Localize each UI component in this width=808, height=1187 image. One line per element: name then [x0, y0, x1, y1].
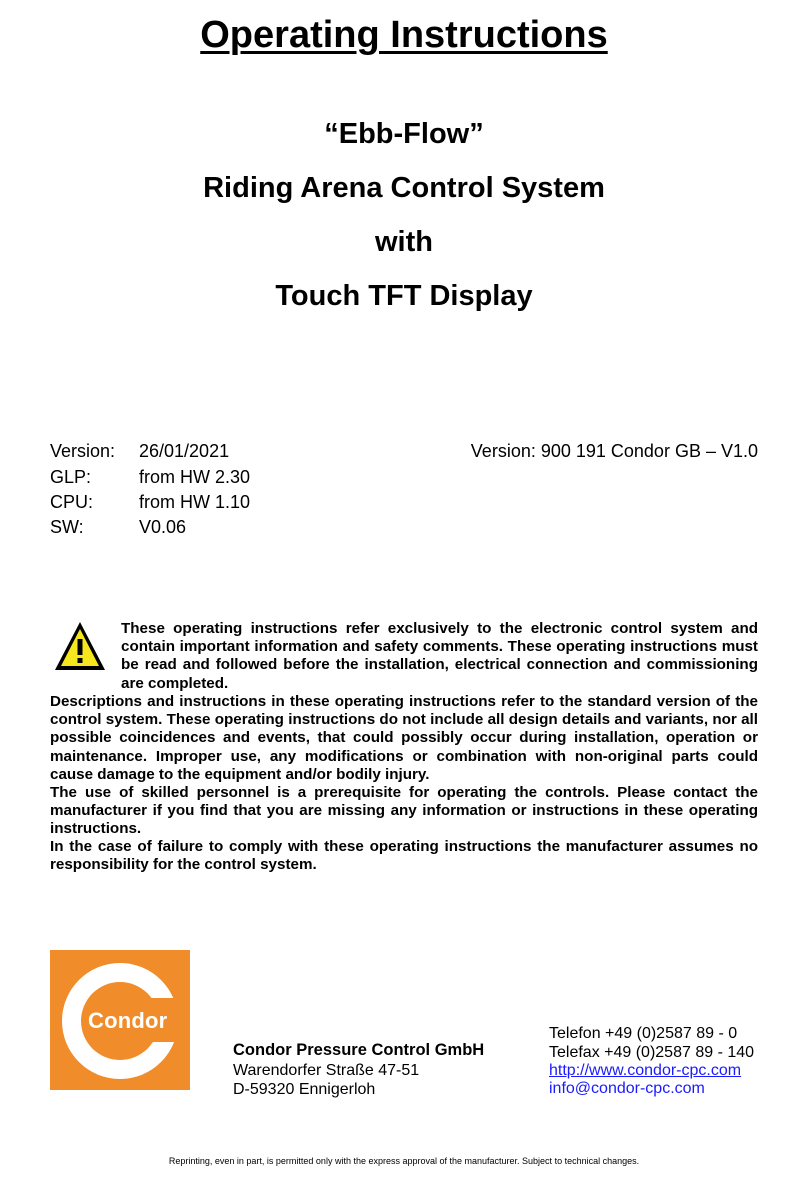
product-connector: with — [375, 226, 433, 258]
website-link[interactable]: http://www.condor-cpc.com — [549, 1062, 742, 1079]
company-name: Condor Pressure Control GmbH — [233, 1041, 485, 1059]
page-title: Operating Instructions — [200, 14, 608, 56]
company-city: D-59320 Ennigerloh — [233, 1081, 376, 1098]
sw-label: SW: — [50, 517, 84, 537]
sw-value: V0.06 — [139, 517, 187, 537]
document-version: Version: 900 191 Condor GB – V1.0 — [470, 441, 758, 461]
personnel-paragraph: The use of skilled personnel is a prerequisite for operating the controls. Please contact the manufacturer if you find that you are missing any information or instructions in these operating instructions. — [50, 784, 758, 838]
product-display: Touch TFT Display — [275, 280, 533, 312]
condor-logo — [50, 950, 190, 1090]
version-label: Version: — [50, 441, 116, 461]
product-description: Riding Arena Control System — [203, 172, 605, 204]
version-value: 26/01/2021 — [139, 441, 230, 461]
contact-fax: Telefax +49 (0)2587 89 - 140 — [549, 1044, 755, 1061]
contact-phone: Telefon +49 (0)2587 89 - 0 — [549, 1025, 738, 1042]
email-link[interactable]: info@condor-cpc.com — [549, 1080, 705, 1097]
liability-paragraph: In the case of failure to comply with these operating instructions the manufacturer assumes no responsibility for the control system. — [50, 838, 758, 874]
cpu-label: CPU: — [50, 492, 94, 512]
warning-paragraph: These operating instructions refer exclusively to the electronic control system and contain important information and safety comments. These operating instructions must be read and followed before the installation, electrical connection and commissioning are completed. — [121, 620, 758, 692]
footer-note: Reprinting, even in part, is permitted only with the express approval of the manufacturer. Subject to technical changes. — [168, 1156, 640, 1166]
product-name: “Ebb-Flow” — [324, 118, 484, 150]
description-paragraph: Descriptions and instructions in these operating instructions refer to the standard version of the control system. These operating instructions do not include all design details and variants, nor all possible coincidences and events, that could possibly occur during installation, operation or maintenance. Improper use, any modifications or combination with non-original parts could cause damage to the equipment and/or bodily injury. — [50, 693, 758, 783]
logo-text: Condor — [88, 1008, 168, 1033]
glp-value: from HW 2.30 — [139, 467, 251, 487]
cpu-value: from HW 1.10 — [139, 492, 251, 512]
warning-triangle-icon — [53, 620, 107, 672]
glp-label: GLP: — [50, 467, 92, 487]
company-street: Warendorfer Straße 47-51 — [233, 1062, 420, 1079]
